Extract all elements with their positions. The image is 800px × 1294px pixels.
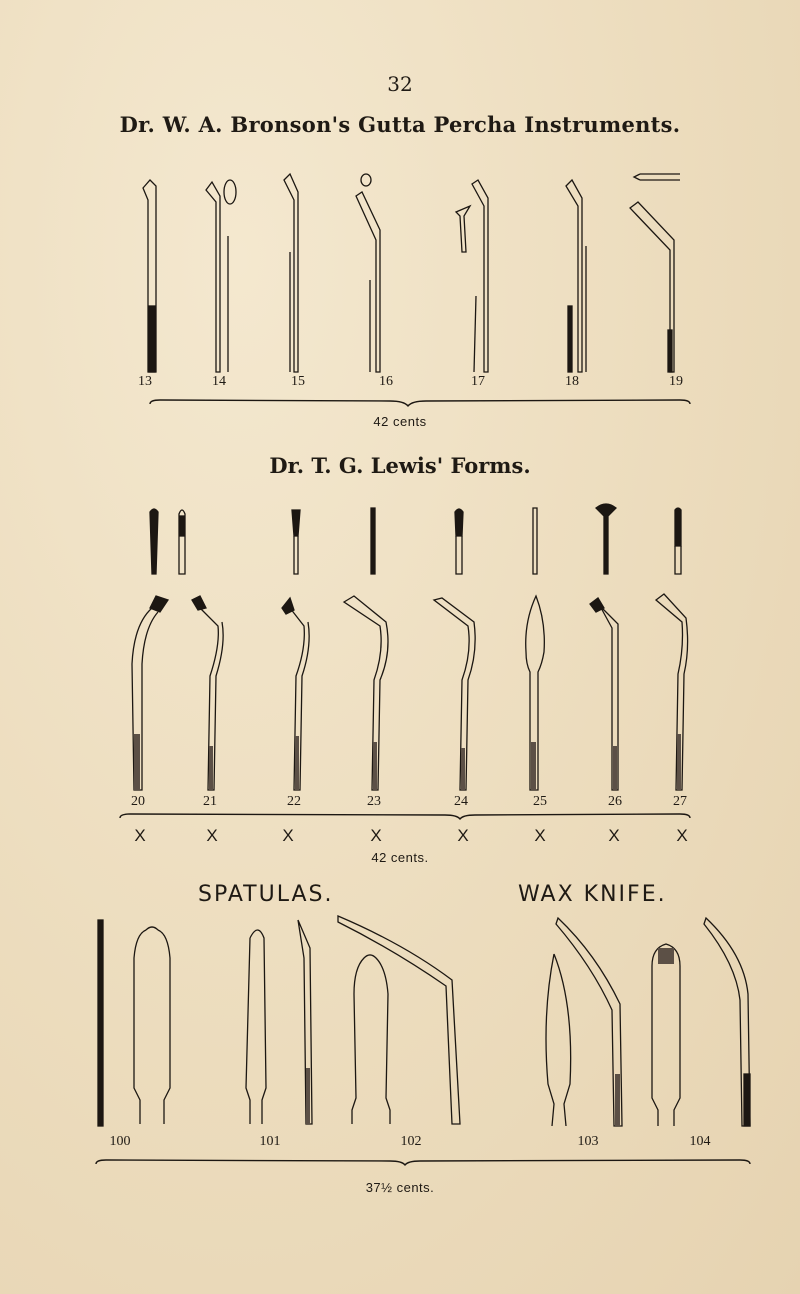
x-mark: X — [134, 826, 146, 845]
instrument-101 — [236, 918, 326, 1128]
bronson-number-17: 17 — [471, 374, 485, 389]
lewis-number-22: 22 — [287, 794, 301, 809]
x-mark: X — [370, 826, 382, 845]
spatulas-heading: SPATULAS. — [198, 882, 334, 907]
instrument-24 — [430, 598, 490, 794]
instrument-104 — [644, 914, 764, 1128]
bronson-number-13: 13 — [138, 374, 152, 389]
x-mark: X — [282, 826, 294, 845]
bottom-price: 37½ cents. — [365, 1180, 435, 1195]
lewis-number-20: 20 — [131, 794, 145, 809]
bronson-title: Dr. W. A. Bronson's Gutta Percha Instruments. — [119, 112, 681, 137]
lewis-number-21: 21 — [203, 794, 217, 809]
instrument-21 — [188, 596, 228, 794]
bronson-price: 42 cents — [373, 414, 427, 429]
bottom-brace — [96, 1160, 750, 1165]
bronson-number-14: 14 — [212, 374, 226, 389]
x-mark: X — [534, 826, 546, 845]
bronson-number-15: 15 — [291, 374, 305, 389]
lewis-price: 42 cents. — [371, 850, 429, 865]
lewis-tip-22 — [290, 506, 302, 576]
instrument-25 — [516, 592, 556, 794]
lewis-number-26: 26 — [608, 794, 622, 809]
lewis-tip-27 — [672, 506, 684, 576]
lewis-number-27: 27 — [673, 794, 687, 809]
wax-knife-number-104: 104 — [689, 1134, 711, 1149]
wax-knife-number-103: 103 — [577, 1134, 599, 1149]
instrument-27 — [652, 594, 696, 794]
lewis-tip-26 — [594, 500, 618, 576]
instrument-23 — [340, 592, 400, 794]
lewis-title: Dr. T. G. Lewis' Forms. — [269, 453, 531, 478]
bronson-number-19: 19 — [669, 374, 683, 389]
x-mark: X — [676, 826, 688, 845]
instrument-22 — [276, 596, 316, 794]
lewis-tip-25 — [530, 506, 540, 576]
wax-knife-heading: WAX KNIFE. — [518, 882, 667, 907]
lewis-tip-21 — [176, 506, 188, 576]
spatula-number-102: 102 — [400, 1134, 422, 1149]
page-number: 32 — [387, 72, 413, 96]
x-mark: X — [608, 826, 620, 845]
instrument-103 — [536, 914, 636, 1128]
lewis-number-25: 25 — [533, 794, 547, 809]
bronson-number-18: 18 — [565, 374, 579, 389]
lewis-tip-20 — [148, 506, 160, 576]
instrument-20 — [120, 594, 170, 794]
instrument-102 — [334, 914, 464, 1128]
x-mark: X — [206, 826, 218, 845]
x-mark: X — [457, 826, 469, 845]
lewis-number-23: 23 — [367, 794, 381, 809]
bronson-number-16: 16 — [379, 374, 393, 389]
lewis-tip-24 — [452, 506, 466, 576]
spatula-number-101: 101 — [259, 1134, 281, 1149]
lewis-brace — [120, 814, 690, 819]
instrument-100 — [96, 918, 176, 1128]
lewis-number-24: 24 — [454, 794, 468, 809]
bronson-brace — [150, 400, 690, 406]
instrument-26 — [588, 596, 628, 794]
spatula-number-100: 100 — [109, 1134, 131, 1149]
lewis-tip-23 — [368, 506, 378, 576]
